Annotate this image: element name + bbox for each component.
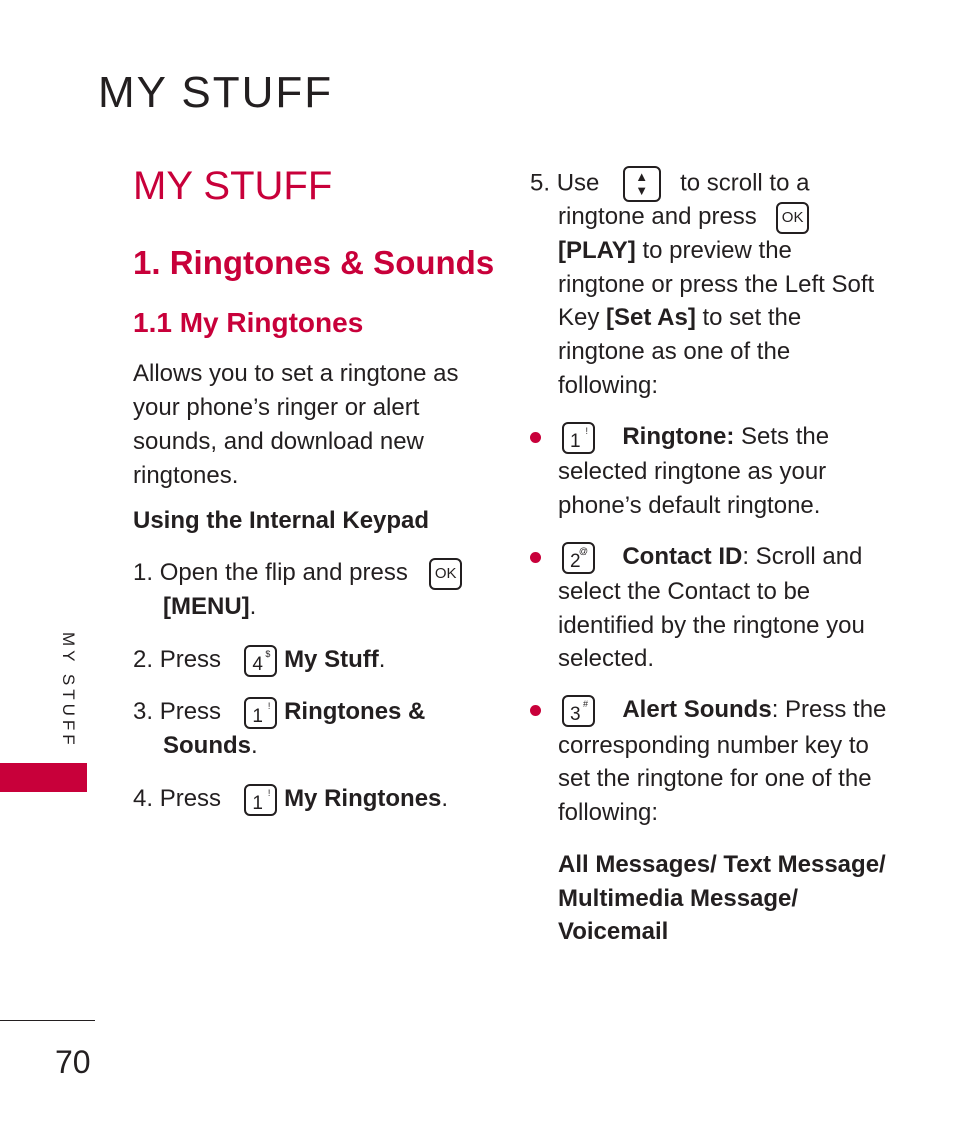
option-contact-id: 2 @ Contact ID: Scroll and	[562, 540, 862, 574]
key-2-icon: 2 @	[562, 542, 595, 574]
step-2	[133, 643, 385, 677]
section-title: MY STUFF	[133, 164, 333, 208]
menu-label: [MENU]	[163, 593, 250, 620]
sounds-label: Sounds	[163, 732, 251, 759]
navigation-key-icon: ▲ ▼	[623, 166, 661, 202]
play-label: [PLAY]	[558, 237, 636, 264]
step-text: Use	[556, 169, 600, 197]
set-as-label: [Set As]	[606, 304, 696, 331]
step-number: 3.	[133, 698, 154, 725]
option-contact-id-line-4: selected.	[558, 645, 655, 672]
alert-sounds-label: Alert Sounds	[622, 696, 772, 723]
option-contact-id-line-2: select the Contact to be	[558, 578, 811, 605]
bullet-dot	[530, 705, 541, 716]
step-5-line-3: [PLAY] to preview the	[558, 237, 792, 264]
option-ringtone: 1 ! Ringtone: Sets the	[562, 420, 829, 454]
step-3	[133, 695, 425, 729]
my-stuff-label: My Stuff	[284, 646, 379, 673]
step-text: Press	[159, 698, 222, 725]
step-5-line-7: following:	[558, 372, 659, 399]
bullet-dot	[530, 432, 541, 443]
step-text: Open the flip and press	[159, 559, 408, 586]
side-tab-label: MY STUFF	[59, 632, 78, 749]
step-5-line-1: 5. Use ▲ ▼ to scroll to a	[530, 166, 809, 202]
option-alert-sounds-line-4: following:	[558, 799, 659, 826]
option-alert-sounds: 3 # Alert Sounds: Press the	[562, 693, 886, 727]
step-number: 2.	[133, 646, 154, 673]
side-tab-marker	[0, 763, 87, 792]
option-ringtone-line-2: selected ringtone as your	[558, 458, 827, 485]
key-4-icon: 4 $	[244, 645, 277, 677]
option-ringtone-line-3: phone’s default ringtone.	[558, 492, 821, 519]
step-number: 5.	[530, 169, 551, 197]
step-number: 1.	[133, 559, 154, 586]
step-number: 4.	[133, 785, 154, 812]
step-end: .	[251, 732, 258, 759]
subsubsection-title: 1.1 My Ringtones	[133, 307, 364, 338]
key-1-icon: 1 !	[562, 422, 595, 454]
step-3-continued	[163, 729, 258, 763]
key-3-icon: 3 #	[562, 695, 595, 727]
subsection-title: 1. Ringtones & Sounds	[133, 244, 495, 281]
ringtone-label: Ringtone:	[622, 423, 735, 450]
key-1-icon: 1 !	[244, 697, 277, 729]
key-1-icon: 1 !	[244, 784, 277, 816]
alert-types-line-2: Multimedia Message/	[558, 885, 799, 912]
step-text: Press	[159, 785, 222, 812]
bullet-dot	[530, 552, 541, 563]
step-1-continued	[163, 590, 256, 624]
step-text: Press	[159, 646, 222, 673]
option-alert-sounds-line-3: set the ringtone for one of the	[558, 765, 872, 792]
contact-id-label: Contact ID	[622, 543, 743, 570]
step-end: .	[249, 593, 257, 620]
step-5-line-6: ringtone as one of the	[558, 338, 791, 365]
option-alert-sounds-line-2: corresponding number key to	[558, 732, 869, 759]
intro-paragraph: Allows you to set a ringtone as your phone’s ringer or alert sounds, and download new ringtones.	[133, 360, 459, 489]
ringtones-sounds-label: Ringtones &	[284, 698, 426, 725]
alert-types-line-3: Voicemail	[558, 918, 669, 945]
step-5-line-4: ringtone or press the Left Soft	[558, 271, 875, 298]
my-ringtones-label: My Ringtones	[284, 785, 442, 812]
alert-types-line-1: All Messages/ Text Message/	[558, 851, 886, 878]
step-4	[133, 782, 448, 816]
option-contact-id-line-3: identified by the ringtone you	[558, 612, 865, 639]
ok-key-icon: OK	[429, 558, 462, 590]
page-header: MY STUFF	[98, 68, 334, 117]
step-1	[133, 556, 462, 590]
page-number: 70	[55, 1044, 91, 1080]
keypad-heading: Using the Internal Keypad	[133, 507, 430, 534]
footer-divider	[0, 1020, 95, 1021]
ok-key-icon: OK	[776, 202, 809, 234]
step-end: .	[441, 785, 449, 812]
step-5-line-5: Key [Set As] to set the	[558, 304, 802, 331]
step-5-line-2: ringtone and press OK	[558, 200, 809, 234]
step-end: .	[378, 646, 386, 673]
